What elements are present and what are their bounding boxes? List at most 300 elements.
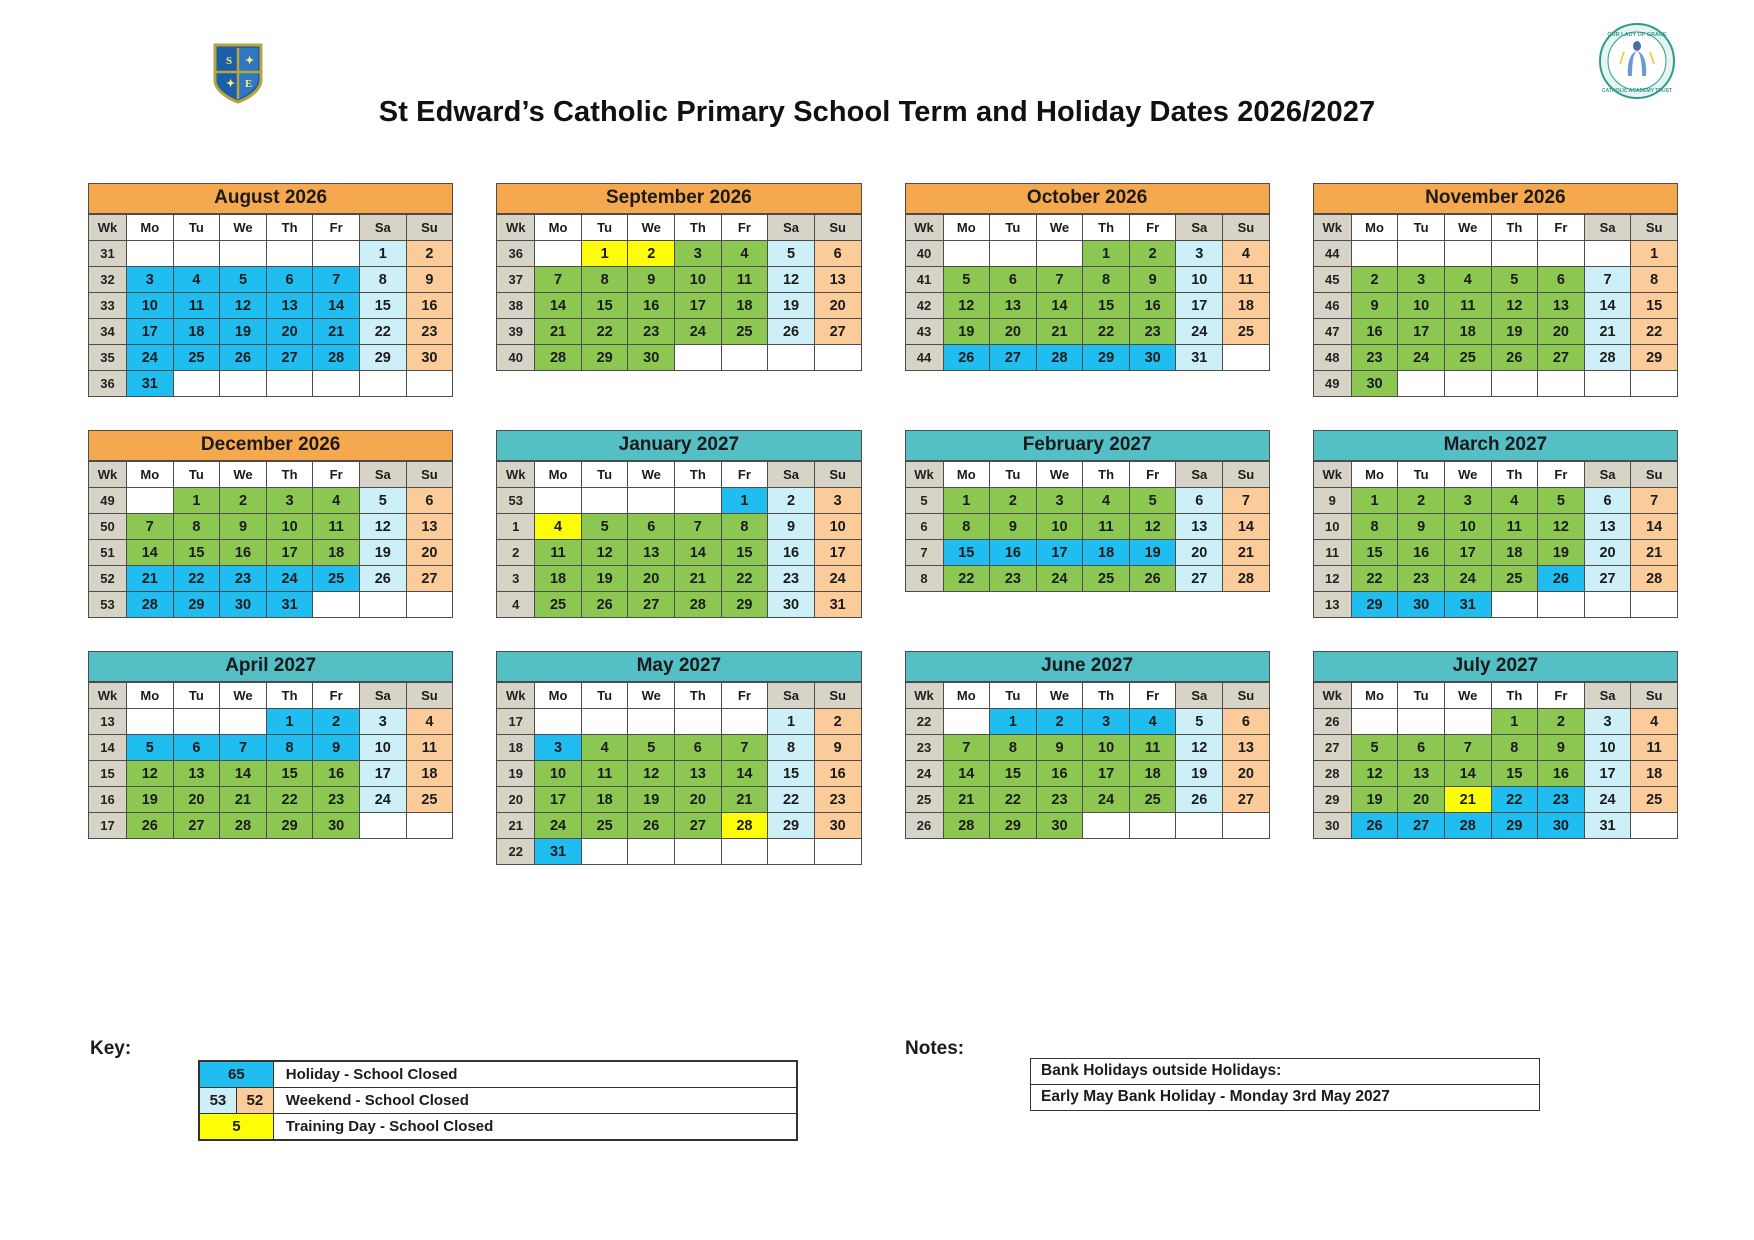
day-cell: 12 [581, 540, 628, 566]
day-cell-empty [220, 371, 267, 397]
day-cell: 5 [768, 241, 815, 267]
day-cell: 17 [1083, 761, 1130, 787]
day-cell: 2 [628, 241, 675, 267]
calendar-row [88, 651, 1678, 865]
week-row [497, 813, 861, 839]
week-number: 39 [497, 319, 535, 345]
day-cell: 18 [1631, 761, 1678, 787]
day-cell: 30 [1398, 592, 1445, 618]
day-cell: 14 [943, 761, 990, 787]
day-cell: 29 [1083, 345, 1130, 371]
day-cell: 11 [406, 735, 453, 761]
day-cell-empty [1398, 709, 1445, 735]
day-cell: 24 [127, 345, 174, 371]
month-february-2027 [905, 430, 1270, 618]
month-july-2027 [1313, 651, 1678, 865]
week-row [905, 241, 1269, 267]
day-cell-empty [535, 709, 582, 735]
weekday-header-mo: Mo [535, 683, 582, 709]
day-cell: 18 [535, 566, 582, 592]
day-cell-empty [1631, 592, 1678, 618]
weekday-header-sa: Sa [1176, 462, 1223, 488]
day-cell: 7 [313, 267, 360, 293]
day-cell: 15 [173, 540, 220, 566]
day-cell: 4 [313, 488, 360, 514]
day-cell: 26 [943, 345, 990, 371]
day-cell: 1 [173, 488, 220, 514]
day-cell: 5 [1491, 267, 1538, 293]
day-cell: 13 [814, 267, 861, 293]
day-cell: 22 [1631, 319, 1678, 345]
weekday-header-su: Su [406, 462, 453, 488]
day-cell: 15 [1631, 293, 1678, 319]
day-cell-empty [173, 241, 220, 267]
day-cell: 27 [1538, 345, 1585, 371]
day-cell-empty [406, 371, 453, 397]
day-cell: 23 [220, 566, 267, 592]
day-cell: 8 [1631, 267, 1678, 293]
day-cell: 29 [768, 813, 815, 839]
day-cell: 22 [990, 787, 1037, 813]
day-cell: 17 [1444, 540, 1491, 566]
day-cell: 9 [628, 267, 675, 293]
week-number: 52 [89, 566, 127, 592]
week-row [905, 709, 1269, 735]
weekday-header-su: Su [814, 683, 861, 709]
weekday-header-we: We [1444, 462, 1491, 488]
day-cell-empty [1223, 345, 1270, 371]
day-cell: 26 [1351, 813, 1398, 839]
day-cell: 14 [535, 293, 582, 319]
week-row [1313, 709, 1677, 735]
week-row [497, 540, 861, 566]
month-table [905, 461, 1270, 592]
day-cell-empty [581, 709, 628, 735]
weekday-header-we: We [1036, 462, 1083, 488]
day-cell-empty [628, 709, 675, 735]
day-cell: 24 [1444, 566, 1491, 592]
weekday-header-we: We [1444, 683, 1491, 709]
month-october-2026 [905, 183, 1270, 397]
day-cell: 17 [1398, 319, 1445, 345]
week-row [905, 787, 1269, 813]
day-cell: 19 [1129, 540, 1176, 566]
week-row [497, 488, 861, 514]
day-cell: 25 [1083, 566, 1130, 592]
key-row [200, 1088, 797, 1114]
week-row [497, 761, 861, 787]
day-cell: 15 [1083, 293, 1130, 319]
month-title: December 2026 [88, 430, 453, 461]
week-row [497, 566, 861, 592]
day-cell: 18 [1223, 293, 1270, 319]
notes-label: Notes: [905, 1038, 965, 1059]
day-cell: 10 [1083, 735, 1130, 761]
day-cell: 7 [721, 735, 768, 761]
weekday-header-th: Th [1491, 215, 1538, 241]
day-cell: 3 [359, 709, 406, 735]
day-cell: 19 [943, 319, 990, 345]
week-row [1313, 345, 1677, 371]
weekday-header-th: Th [1491, 683, 1538, 709]
calendar-grid [88, 183, 1678, 865]
svg-text:✦: ✦ [226, 78, 236, 90]
day-cell: 23 [990, 566, 1037, 592]
note-line: Early May Bank Holiday - Monday 3rd May 2027 [1041, 1088, 1390, 1105]
day-cell: 14 [220, 761, 267, 787]
day-cell: 18 [721, 293, 768, 319]
day-cell: 13 [990, 293, 1037, 319]
month-title: April 2027 [88, 651, 453, 682]
weekday-header-we: We [628, 683, 675, 709]
day-cell: 21 [127, 566, 174, 592]
day-cell: 5 [1176, 709, 1223, 735]
day-cell: 27 [628, 592, 675, 618]
day-cell: 14 [675, 540, 722, 566]
day-cell: 16 [1538, 761, 1585, 787]
week-number: 22 [905, 709, 943, 735]
week-row [497, 839, 861, 865]
day-cell: 8 [581, 267, 628, 293]
day-cell: 9 [313, 735, 360, 761]
day-cell: 19 [1491, 319, 1538, 345]
day-cell: 16 [628, 293, 675, 319]
weekday-header-we: We [220, 462, 267, 488]
day-cell: 29 [173, 592, 220, 618]
day-cell-empty [581, 839, 628, 865]
key-description: Weekend - School Closed [273, 1088, 796, 1114]
day-cell: 7 [1036, 267, 1083, 293]
weekday-header-we: We [220, 215, 267, 241]
day-cell: 21 [1584, 319, 1631, 345]
day-cell-empty [1223, 813, 1270, 839]
weekday-header-mo: Mo [1351, 683, 1398, 709]
day-cell: 4 [1083, 488, 1130, 514]
week-row [89, 735, 453, 761]
day-cell: 5 [581, 514, 628, 540]
day-cell: 30 [814, 813, 861, 839]
weekday-header-tu: Tu [173, 462, 220, 488]
day-cell-empty [220, 709, 267, 735]
weekday-header-mo: Mo [943, 215, 990, 241]
week-number: 13 [89, 709, 127, 735]
day-cell: 12 [220, 293, 267, 319]
week-row [1313, 566, 1677, 592]
day-cell: 6 [406, 488, 453, 514]
day-cell: 11 [313, 514, 360, 540]
day-cell: 29 [266, 813, 313, 839]
day-cell: 23 [628, 319, 675, 345]
weekday-header-fr: Fr [1538, 215, 1585, 241]
weekday-header-fr: Fr [1129, 683, 1176, 709]
week-row [1313, 540, 1677, 566]
weekday-header-tu: Tu [990, 683, 1037, 709]
day-cell-empty [220, 241, 267, 267]
week-number: 50 [89, 514, 127, 540]
key-swatch-training: 5 [200, 1114, 274, 1140]
day-cell-empty [1444, 709, 1491, 735]
weekday-header-fr: Fr [721, 215, 768, 241]
weekday-header-sa: Sa [359, 683, 406, 709]
month-table [88, 682, 453, 839]
day-cell-empty [768, 839, 815, 865]
day-cell: 22 [266, 787, 313, 813]
day-cell-empty [1398, 241, 1445, 267]
svg-text:CATHOLIC ACADEMY TRUST: CATHOLIC ACADEMY TRUST [1602, 88, 1672, 94]
day-cell: 9 [1036, 735, 1083, 761]
day-cell-empty [721, 839, 768, 865]
day-cell: 9 [814, 735, 861, 761]
day-cell: 20 [266, 319, 313, 345]
week-number: 22 [497, 839, 535, 865]
day-cell: 17 [535, 787, 582, 813]
day-cell: 19 [768, 293, 815, 319]
day-cell: 5 [220, 267, 267, 293]
key-row [200, 1062, 797, 1088]
day-cell: 1 [721, 488, 768, 514]
day-cell: 9 [990, 514, 1037, 540]
day-cell: 30 [1351, 371, 1398, 397]
day-cell-empty [173, 709, 220, 735]
day-cell-empty [1491, 371, 1538, 397]
day-cell: 30 [768, 592, 815, 618]
day-cell-empty [266, 371, 313, 397]
day-cell: 20 [814, 293, 861, 319]
day-cell: 8 [721, 514, 768, 540]
week-number: 27 [1313, 735, 1351, 761]
day-cell: 10 [1036, 514, 1083, 540]
day-cell: 29 [1631, 345, 1678, 371]
weekday-header-sa: Sa [359, 462, 406, 488]
day-cell: 13 [675, 761, 722, 787]
day-cell: 6 [1398, 735, 1445, 761]
week-row [905, 813, 1269, 839]
day-cell: 16 [406, 293, 453, 319]
day-cell-empty [675, 345, 722, 371]
key-label: Key: [90, 1038, 132, 1059]
week-row [497, 241, 861, 267]
day-cell-empty [127, 241, 174, 267]
weekday-header-wk: Wk [497, 683, 535, 709]
day-cell: 24 [814, 566, 861, 592]
month-title: February 2027 [905, 430, 1270, 461]
week-number: 18 [497, 735, 535, 761]
day-cell-empty [535, 241, 582, 267]
week-row [497, 709, 861, 735]
key-swatch-saturday: 53 [200, 1088, 237, 1114]
day-cell: 22 [359, 319, 406, 345]
day-cell: 19 [359, 540, 406, 566]
day-cell-empty [127, 488, 174, 514]
day-cell: 14 [1584, 293, 1631, 319]
week-number: 33 [89, 293, 127, 319]
day-cell: 23 [1036, 787, 1083, 813]
week-row [905, 345, 1269, 371]
day-cell-empty [127, 709, 174, 735]
day-cell: 2 [814, 709, 861, 735]
week-number: 10 [1313, 514, 1351, 540]
week-number: 34 [89, 319, 127, 345]
day-cell: 24 [359, 787, 406, 813]
month-table [1313, 682, 1678, 839]
day-cell: 17 [359, 761, 406, 787]
month-title: November 2026 [1313, 183, 1678, 214]
day-cell: 2 [406, 241, 453, 267]
weekday-header-fr: Fr [313, 215, 360, 241]
week-number: 11 [1313, 540, 1351, 566]
week-row [89, 761, 453, 787]
weekday-header-mo: Mo [535, 215, 582, 241]
week-number: 37 [497, 267, 535, 293]
day-cell: 20 [1538, 319, 1585, 345]
week-number: 45 [1313, 267, 1351, 293]
day-cell: 24 [1036, 566, 1083, 592]
month-march-2027 [1313, 430, 1678, 618]
day-cell: 8 [1083, 267, 1130, 293]
month-title: March 2027 [1313, 430, 1678, 461]
week-row [905, 319, 1269, 345]
svg-text:E: E [245, 78, 253, 90]
day-cell: 25 [1223, 319, 1270, 345]
day-cell: 5 [1129, 488, 1176, 514]
calendar-row [88, 183, 1678, 397]
week-number: 38 [497, 293, 535, 319]
day-cell: 26 [581, 592, 628, 618]
day-cell: 3 [1036, 488, 1083, 514]
day-cell: 7 [127, 514, 174, 540]
week-row [905, 514, 1269, 540]
month-june-2027 [905, 651, 1270, 865]
day-cell: 3 [1398, 267, 1445, 293]
day-cell: 17 [127, 319, 174, 345]
day-cell: 3 [814, 488, 861, 514]
day-cell: 13 [406, 514, 453, 540]
day-cell: 24 [1398, 345, 1445, 371]
week-row [89, 241, 453, 267]
day-cell: 4 [1223, 241, 1270, 267]
day-cell: 4 [406, 709, 453, 735]
day-cell: 30 [1036, 813, 1083, 839]
month-title: June 2027 [905, 651, 1270, 682]
day-cell: 10 [1584, 735, 1631, 761]
month-table [88, 461, 453, 618]
day-cell-empty [266, 241, 313, 267]
week-number: 20 [497, 787, 535, 813]
day-cell: 23 [313, 787, 360, 813]
week-row [89, 709, 453, 735]
week-row [1313, 241, 1677, 267]
day-cell: 7 [1584, 267, 1631, 293]
day-cell: 24 [266, 566, 313, 592]
day-cell: 9 [1129, 267, 1176, 293]
day-cell: 16 [1036, 761, 1083, 787]
day-cell: 10 [535, 761, 582, 787]
weekday-header-fr: Fr [721, 683, 768, 709]
day-cell: 1 [943, 488, 990, 514]
day-cell: 22 [1083, 319, 1130, 345]
day-cell: 18 [1444, 319, 1491, 345]
week-row [1313, 488, 1677, 514]
weekday-header-sa: Sa [1176, 683, 1223, 709]
day-cell-empty [721, 345, 768, 371]
day-cell: 4 [1631, 709, 1678, 735]
weekday-header-we: We [220, 683, 267, 709]
weekday-header-tu: Tu [173, 683, 220, 709]
day-cell: 12 [1538, 514, 1585, 540]
week-number: 1 [497, 514, 535, 540]
day-cell: 27 [1584, 566, 1631, 592]
day-cell: 7 [535, 267, 582, 293]
weekday-header-su: Su [406, 215, 453, 241]
weekday-header-fr: Fr [313, 462, 360, 488]
day-cell: 15 [943, 540, 990, 566]
weekday-header-fr: Fr [1129, 462, 1176, 488]
day-cell-empty [1538, 592, 1585, 618]
day-cell: 23 [768, 566, 815, 592]
day-cell: 1 [266, 709, 313, 735]
day-cell: 16 [220, 540, 267, 566]
day-cell-empty [1538, 241, 1585, 267]
day-cell: 27 [990, 345, 1037, 371]
day-cell: 31 [266, 592, 313, 618]
weekday-header-th: Th [675, 683, 722, 709]
week-number: 42 [905, 293, 943, 319]
week-number: 36 [89, 371, 127, 397]
day-cell: 18 [1129, 761, 1176, 787]
day-cell: 20 [675, 787, 722, 813]
day-cell: 3 [1584, 709, 1631, 735]
day-cell: 3 [675, 241, 722, 267]
day-cell: 28 [1631, 566, 1678, 592]
day-cell: 26 [628, 813, 675, 839]
weekday-header-mo: Mo [943, 462, 990, 488]
week-row [497, 345, 861, 371]
day-cell-empty [1444, 241, 1491, 267]
weekday-header-tu: Tu [173, 215, 220, 241]
day-cell: 9 [1398, 514, 1445, 540]
note-line: Bank Holidays outside Holidays: [1031, 1059, 1539, 1085]
day-cell: 5 [943, 267, 990, 293]
weekday-header-su: Su [814, 462, 861, 488]
day-cell: 6 [1538, 267, 1585, 293]
day-cell: 17 [1176, 293, 1223, 319]
our-lady-of-grace-crest-icon [1598, 22, 1676, 100]
day-cell: 16 [990, 540, 1037, 566]
day-cell: 16 [1351, 319, 1398, 345]
day-cell: 24 [1176, 319, 1223, 345]
day-cell: 10 [675, 267, 722, 293]
day-cell: 2 [1538, 709, 1585, 735]
day-cell: 11 [1083, 514, 1130, 540]
day-cell: 28 [313, 345, 360, 371]
day-cell-empty [1444, 371, 1491, 397]
day-cell: 27 [1398, 813, 1445, 839]
week-number: 49 [1313, 371, 1351, 397]
day-cell: 4 [1491, 488, 1538, 514]
day-cell: 8 [768, 735, 815, 761]
week-row [905, 735, 1269, 761]
day-cell: 11 [1129, 735, 1176, 761]
weekday-header-th: Th [266, 683, 313, 709]
day-cell: 19 [628, 787, 675, 813]
week-row [497, 293, 861, 319]
calendar-row [88, 430, 1678, 618]
key-box [198, 1060, 798, 1141]
week-row [1313, 735, 1677, 761]
week-number: 26 [905, 813, 943, 839]
day-cell-empty [406, 592, 453, 618]
day-cell: 29 [1491, 813, 1538, 839]
